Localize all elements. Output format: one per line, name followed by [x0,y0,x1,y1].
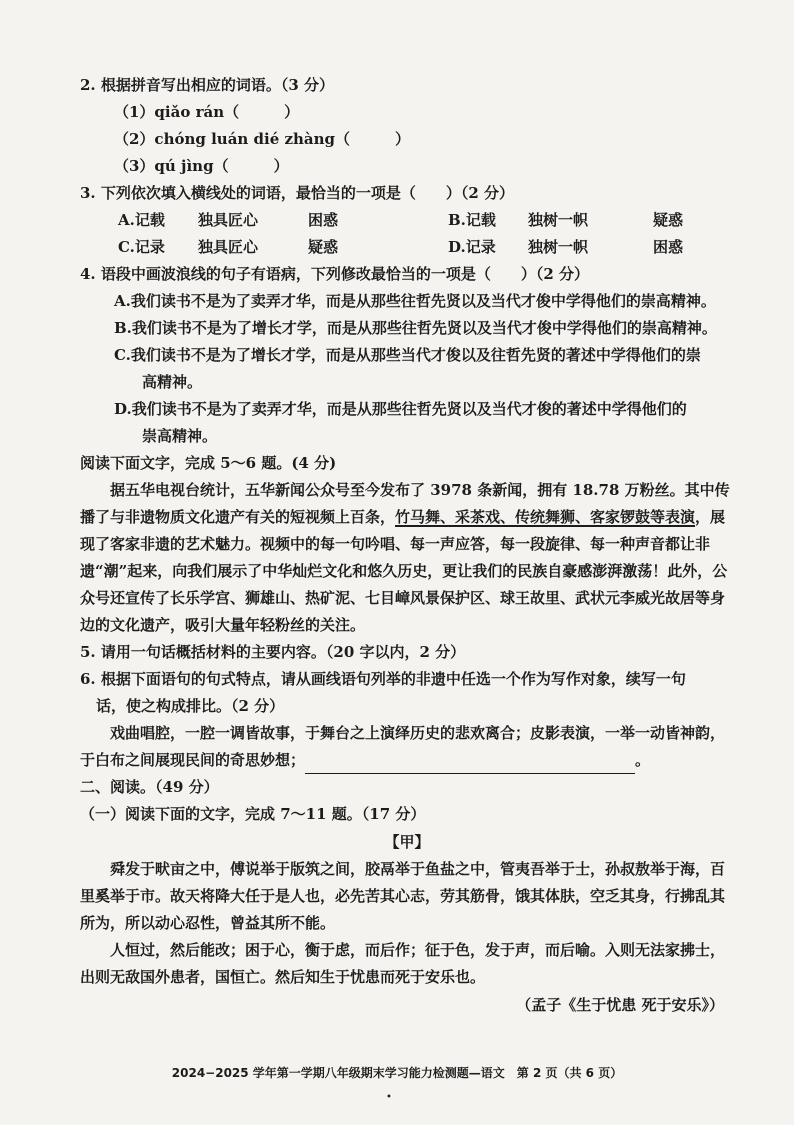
question-2-item-2: （2）chóng luán dié zhàng（ ） [114,130,411,148]
section-2-title: 二、阅读。（49 分） [80,778,219,796]
question-4-title: 4. 语段中画波浪线的句子有语病，下列修改最恰当的一项是（ ）（2 分） [80,265,590,283]
question-6-title-line-2: 话，使之构成排比。（2 分） [96,697,285,715]
question-4-option-d-cont: 崇高精神。 [142,427,218,445]
option-d-word2: 独树一帜 [528,238,589,256]
question-6-prompt: 戏曲唱腔，一腔一调皆故事，于舞台之上演绎历史的悲欢离合；皮影表演，一举一动皆神韵，于白布之间展现民间的奇思妙想； [80,724,726,769]
answer-blank-line[interactable] [305,757,635,774]
option-c-word1: C.记录 [118,238,165,256]
question-4-option-b: B.我们读书不是为了增长才学，而是从那些往哲先贤以及当代才俊中学得他们的崇高精神。 [114,319,717,337]
option-b-word3: 疑惑 [653,211,684,229]
question-3-options-row-1 [80,207,734,234]
option-c-word2: 独具匠心 [198,238,259,256]
question-3-options-row-2 [80,234,734,261]
reading-5-6-passage [80,477,734,639]
question-2-item-1: （1）qiǎo rán（ ） [114,103,300,121]
question-6-text [80,720,734,774]
page-mark-dot: • [386,1092,392,1103]
question-4-option-a: A.我们读书不是为了卖弄才华，而是从那些往哲先贤以及当代才俊中学得他们的崇高精神。 [114,292,716,310]
option-b-word2: 独树一帜 [528,211,589,229]
passage-end: ，展现了客家非遗的艺术魅力。视频中的每一句吟唱、每一声应答，每一段旋律、每一种声音都让非遗“潮”起来，向我们展示了中华灿烂文化和悠久历史，更让我们的民族自豪感澎湃激荡！此外，公众号还宣传了长乐学宫、狮雄山、热矿泥、七目嶂风景保护区、球王故里、武状元李威光故居等身边的文化遗产，吸引大量年轻粉丝的关注。 [80,508,728,634]
passage-jia-source: （孟子《生于忧患 死于安乐》） [516,996,724,1014]
underlined-heritage-list: 竹马舞、采茶戏、传统舞狮、客家锣鼓等表演 [395,508,696,526]
reading-5-6-title: 阅读下面文字，完成 5～6 题。(4 分) [80,454,337,472]
page-footer: 2024−2025 学年第一学期八年级期末学习能力检测题—语文 第 2 页（共 6 页） [171,1066,623,1080]
question-4-option-c-cont: 高精神。 [142,373,203,391]
question-6-period: 。 [635,751,651,769]
question-6-title-line-1: 6. 根据下面语句的句式特点，请从画线语句列举的非遗中任选一个作为写作对象，续写一句 [80,670,686,688]
passage-start: 据五华电视台统计，五华新闻公众号至今发布了 3978 条新闻，拥有 18.78 万粉丝。其中传播了与非遗物质文化遗产有关的短视频上百条， [80,481,730,526]
passage-jia-paragraph-2: 人恒过，然后能改；困于心，衡于虑，而后作；征于色，发于声，而后喻。入则无法家拂士，出则无敌国外患者，国恒亡。然后知生于忧患而死于安乐也。 [80,941,726,986]
question-5-title: 5. 请用一句话概括材料的主要内容。（20 字以内，2 分） [80,643,466,661]
option-a-word2: 独具匠心 [198,211,259,229]
option-b-word1: B.记载 [448,211,496,229]
passage-jia-heading: 【甲】 [384,833,430,851]
option-a-word1: A.记载 [118,211,165,229]
option-a-word3: 困惑 [308,211,339,229]
question-2-item-3: （3）qú jìng（ ） [114,157,289,175]
question-3-title: 3. 下列依次填入横线处的词语，最恰当的一项是（ ）（2 分） [80,184,515,202]
option-d-word3: 困惑 [653,238,684,256]
option-c-word3: 疑惑 [308,238,339,256]
passage-jia-paragraph-1: 舜发于畎亩之中，傅说举于版筑之间，胶鬲举于鱼盐之中，管夷吾举于士，孙叔敖举于海，百里奚举于市。故天将降大任于是人也，必先苦其心志，劳其筋骨，饿其体肤，空乏其身，行拂乱其所为，所以动心忍性，曾益其所不能。 [80,860,726,932]
question-4-option-d: D.我们读书不是为了卖弄才华，而是从那些往哲先贤以及当代才俊的著述中学得他们的 [114,400,687,418]
question-4-option-c: C.我们读书不是为了增长才学，而是从那些当代才俊以及往哲先贤的著述中学得他们的崇 [114,346,701,364]
option-d-word1: D.记录 [448,238,496,256]
subsection-1-title: （一）阅读下面的文字，完成 7～11 题。（17 分） [80,805,426,823]
question-2-title: 2. 根据拼音写出相应的词语。（3 分） [80,76,335,94]
